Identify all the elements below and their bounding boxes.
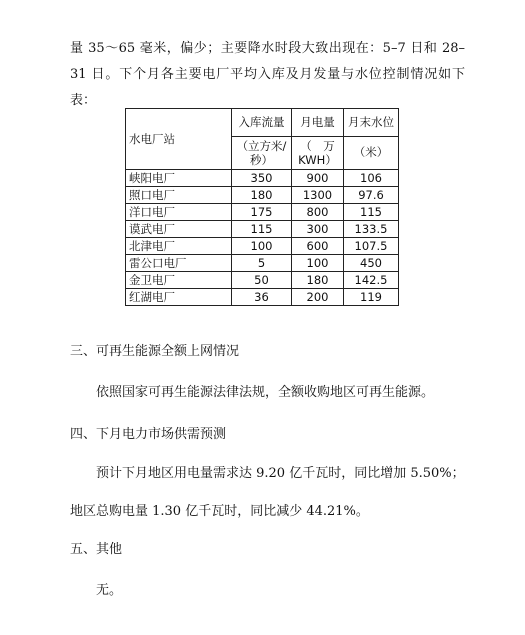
- station-level: 450: [344, 255, 399, 272]
- header-power-unit-label: （ 万 KWH）: [298, 138, 337, 167]
- station-power: 200: [292, 289, 344, 306]
- station-name: 谟武电厂: [126, 221, 232, 238]
- station-power: 600: [292, 238, 344, 255]
- table-row: [126, 187, 399, 204]
- station-level: 107.5: [344, 238, 399, 255]
- station-name: 峡阳电厂: [126, 170, 232, 187]
- station-level: 106: [344, 170, 399, 187]
- station-power: 900: [292, 170, 344, 187]
- header-level: [344, 109, 399, 137]
- header-station: 水电厂站: [126, 109, 232, 170]
- section-4-body: 预计下月地区用电量需求达 9.20 亿千瓦时，同比增加 5.50%；地区总购电量 1.30 亿千瓦时，同比减少 44.21%。: [70, 466, 465, 519]
- station-name: 北津电厂: [126, 238, 232, 255]
- table-row: [126, 221, 399, 238]
- table-row: [126, 289, 399, 306]
- header-power: 月电量: [292, 109, 344, 137]
- intro-paragraph: 量 35～65 毫米，偏少；主要降水时段大致出现在：5–7 日和 28–31 日。下个月各主要电厂平均入库及月发量与水位控制情况如下表：: [70, 41, 465, 108]
- station-power: 1300: [292, 187, 344, 204]
- station-level: 97.6: [344, 187, 399, 204]
- station-inflow: 5: [232, 255, 292, 272]
- section-3-body: 依照国家可再生能源法律法规，全额收购地区可再生能源。: [96, 385, 435, 400]
- station-power: 300: [292, 221, 344, 238]
- station-level: 133.5: [344, 221, 399, 238]
- table-row: [126, 272, 399, 289]
- station-name: 照口电厂: [126, 187, 232, 204]
- header-inflow: 入库流量: [232, 109, 292, 137]
- table-row: [126, 170, 399, 187]
- header-power-unit: [292, 136, 344, 169]
- station-level: 142.5: [344, 272, 399, 289]
- station-name: 洋口电厂: [126, 204, 232, 221]
- station-inflow: 100: [232, 238, 292, 255]
- header-inflow-unit: [232, 136, 292, 169]
- station-inflow: 180: [232, 187, 292, 204]
- station-level: 119: [344, 289, 399, 306]
- station-inflow: 350: [232, 170, 292, 187]
- station-name: 金卫电厂: [126, 272, 232, 289]
- station-level: 115: [344, 204, 399, 221]
- station-inflow: 36: [232, 289, 292, 306]
- table-header-row-top: [126, 109, 399, 137]
- station-inflow: 175: [232, 204, 292, 221]
- header-inflow-unit-label: （立方米/秒）: [236, 138, 287, 167]
- section-4-title: 四、下月电力市场供需预测: [70, 427, 227, 442]
- station-inflow: 115: [232, 221, 292, 238]
- station-power: 180: [292, 272, 344, 289]
- station-power: 800: [292, 204, 344, 221]
- station-power: 100: [292, 255, 344, 272]
- section-5-body: 无。: [96, 583, 123, 598]
- section-3-title: 三、可再生能源全额上网情况: [70, 344, 240, 359]
- station-name: 雷公口电厂: [126, 255, 232, 272]
- table-row: [126, 255, 399, 272]
- table-row: [126, 204, 399, 221]
- header-level-unit: （米）: [344, 136, 399, 169]
- header-level-label: 月末水位: [348, 115, 394, 130]
- station-inflow: 50: [232, 272, 292, 289]
- station-name: 红湖电厂: [126, 289, 232, 306]
- section-5-title: 五、其他: [70, 542, 123, 557]
- hydro-station-table: [125, 108, 399, 306]
- table-row: [126, 238, 399, 255]
